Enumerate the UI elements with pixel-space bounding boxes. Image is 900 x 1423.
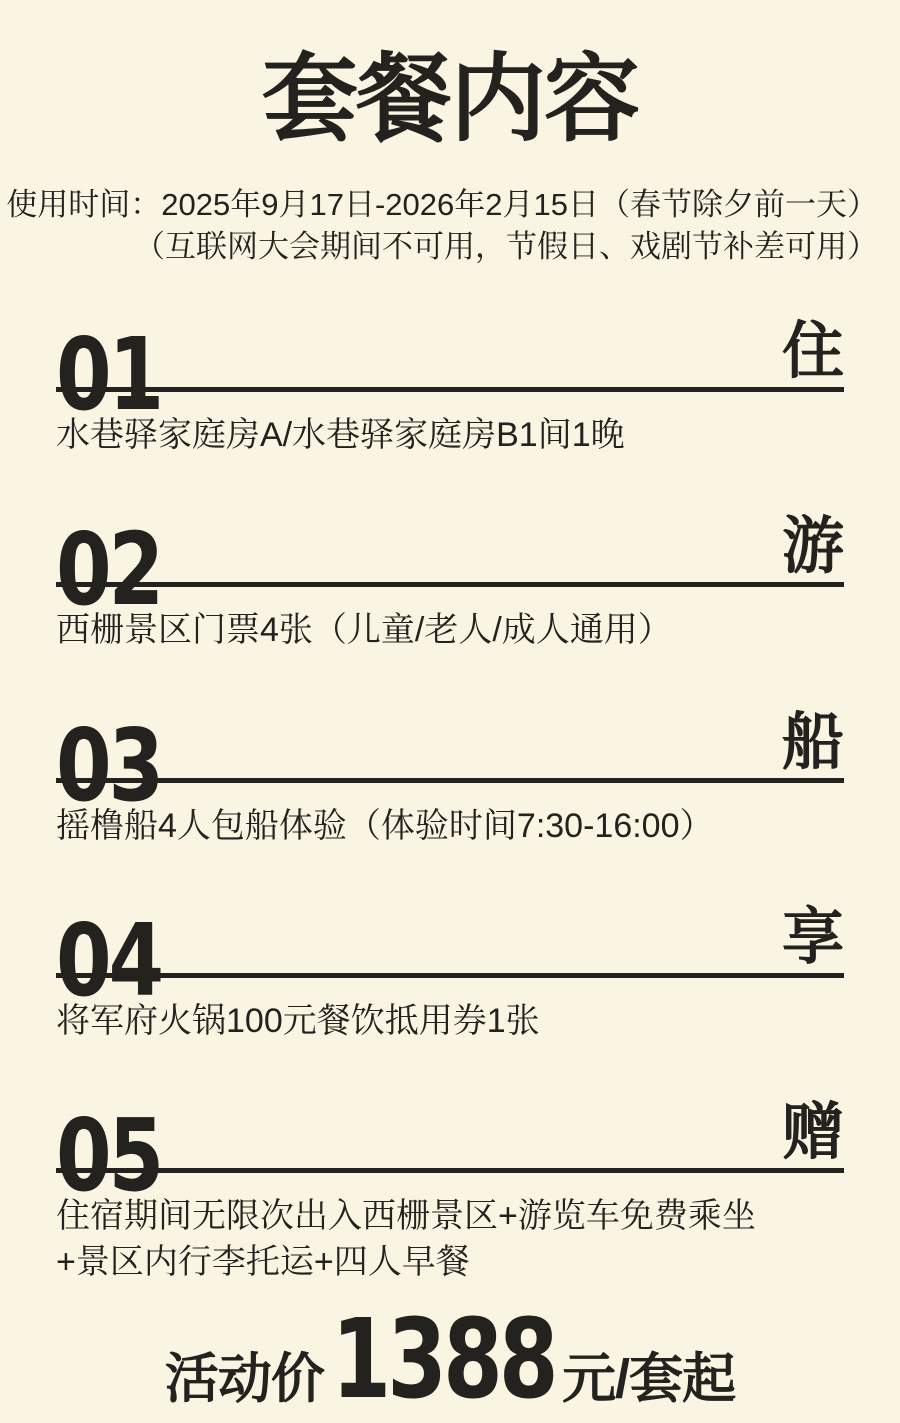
price-amount: 1388: [331, 1295, 555, 1423]
page-title: 套餐内容: [262, 46, 638, 153]
section-header: [56, 511, 844, 629]
usage-time-line1: 使用时间：2025年9月17日-2026年2月15日（春节除夕前一天）: [6, 187, 878, 222]
package-section: [56, 511, 844, 653]
section-number: [56, 706, 187, 824]
section-tag: 游: [781, 512, 844, 582]
package-section: [56, 706, 844, 849]
section-description: 水巷驿家庭房A/水巷驿家庭房B1间1晚: [56, 416, 625, 455]
section-description: 住宿期间无限次出入西栅景区+游览车免费乘坐+景区内行李托运+四人早餐: [56, 1197, 756, 1282]
section-description: 将军府火锅100元餐饮抵用券1张: [56, 1001, 540, 1040]
section-header: [56, 901, 844, 1019]
section-tag: 享: [781, 902, 844, 972]
package-poster: [0, 46, 900, 1423]
section-description: 西栅景区门票4张（儿童/老人/成人通用）: [56, 611, 672, 650]
section-number: [56, 511, 187, 629]
section-header: [56, 706, 844, 824]
section-tag: 住: [781, 317, 844, 387]
section-number-text: 02: [56, 511, 161, 629]
section-number-text: 01: [56, 316, 161, 434]
package-sections: [0, 316, 900, 1285]
section-number-text: 04: [56, 901, 161, 1019]
price-suffix: 元/套起: [562, 1349, 736, 1410]
package-section: [56, 1097, 844, 1285]
section-number-text: 05: [56, 1097, 161, 1214]
section-header: [56, 316, 844, 434]
section-header: [56, 1097, 844, 1214]
section-number-text: 03: [56, 706, 161, 824]
section-number: [56, 1097, 187, 1214]
package-section: [56, 316, 844, 458]
section-tag: 赠: [781, 1098, 844, 1167]
section-tag: 船: [781, 707, 844, 777]
section-number: [56, 316, 187, 434]
usage-time-block: [0, 184, 900, 267]
package-section: [56, 901, 844, 1044]
price-line: [0, 1295, 900, 1423]
usage-time-line2: （互联网大会期间不可用，节假日、戏剧节补差可用）: [134, 228, 878, 264]
price-prefix: 活动价: [164, 1349, 324, 1410]
section-description: 摇橹船4人包船体验（体验时间7:30-16:00）: [56, 806, 714, 845]
section-number: [56, 901, 187, 1019]
